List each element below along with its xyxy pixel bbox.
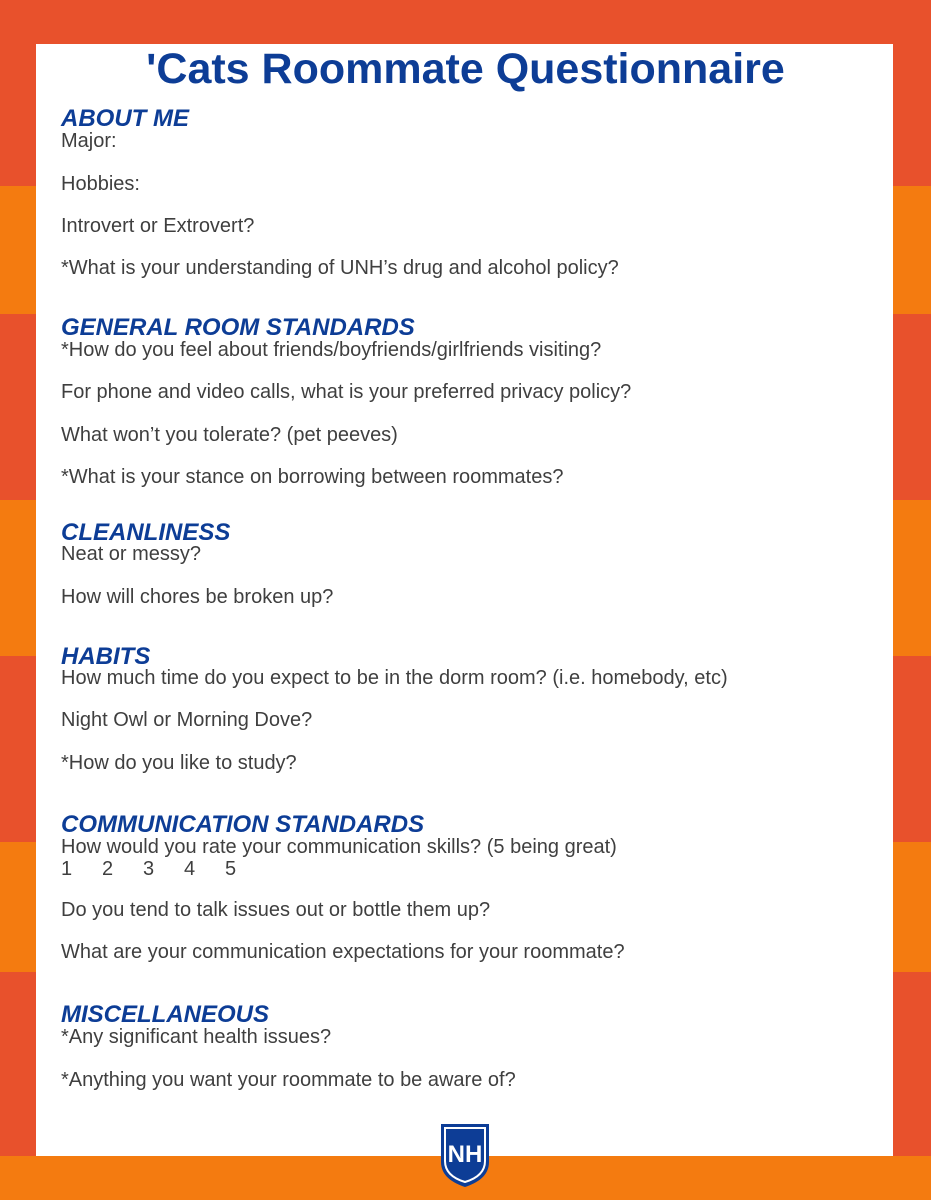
- question-time-in-room: How much time do you expect to be in the dorm room? (i.e. homebody, etc): [61, 667, 728, 689]
- question-visitors: *How do you feel about friends/boyfriends/girlfriends visiting?: [61, 339, 602, 361]
- question-health-issues: *Any significant health issues?: [61, 1026, 332, 1048]
- section-title-habits: HABITS: [61, 643, 151, 670]
- section-title-general-room-standards: GENERAL ROOM STANDARDS: [61, 314, 415, 341]
- question-pet-peeves: What won’t you tolerate? (pet peeves): [61, 424, 398, 446]
- question-neat-messy: Neat or messy?: [61, 543, 202, 565]
- rating-option[interactable]: 5: [225, 858, 237, 880]
- rating-option[interactable]: 2: [102, 858, 114, 880]
- section-title-miscellaneous: MISCELLANEOUS: [61, 1001, 270, 1028]
- question-communication-rating: How would you rate your communication skills? (5 being great): [61, 836, 617, 858]
- page-title: 'Cats Roommate Questionnaire: [146, 45, 785, 93]
- section-title-cleanliness: CLEANLINESS: [61, 519, 231, 546]
- question-hobbies: Hobbies:: [61, 173, 140, 195]
- question-talk-or-bottle: Do you tend to talk issues out or bottle them up?: [61, 899, 491, 921]
- rating-option[interactable]: 3: [143, 858, 155, 880]
- rating-scale: [61, 857, 266, 881]
- question-privacy-policy: For phone and video calls, what is your preferred privacy policy?: [61, 381, 632, 403]
- question-major: Major:: [61, 130, 117, 152]
- question-aware-of: *Anything you want your roommate to be aware of?: [61, 1069, 516, 1091]
- logo-text: NH: [447, 1141, 483, 1168]
- question-communication-expectations: What are your communication expectations for your roommate?: [61, 941, 625, 963]
- question-borrowing: *What is your stance on borrowing between roommates?: [61, 466, 564, 488]
- section-title-about-me: ABOUT ME: [61, 105, 189, 132]
- section-title-communication-standards: COMMUNICATION STANDARDS: [61, 811, 425, 838]
- question-study: *How do you like to study?: [61, 752, 297, 774]
- rating-option[interactable]: 4: [184, 858, 196, 880]
- rating-option[interactable]: 1: [61, 858, 73, 880]
- question-chores: How will chores be broken up?: [61, 586, 334, 608]
- question-night-owl: Night Owl or Morning Dove?: [61, 709, 313, 731]
- unh-shield-logo-icon: [439, 1122, 491, 1188]
- question-introvert-extrovert: Introvert or Extrovert?: [61, 215, 255, 237]
- question-drug-alcohol-policy: *What is your understanding of UNH’s drug and alcohol policy?: [61, 257, 619, 279]
